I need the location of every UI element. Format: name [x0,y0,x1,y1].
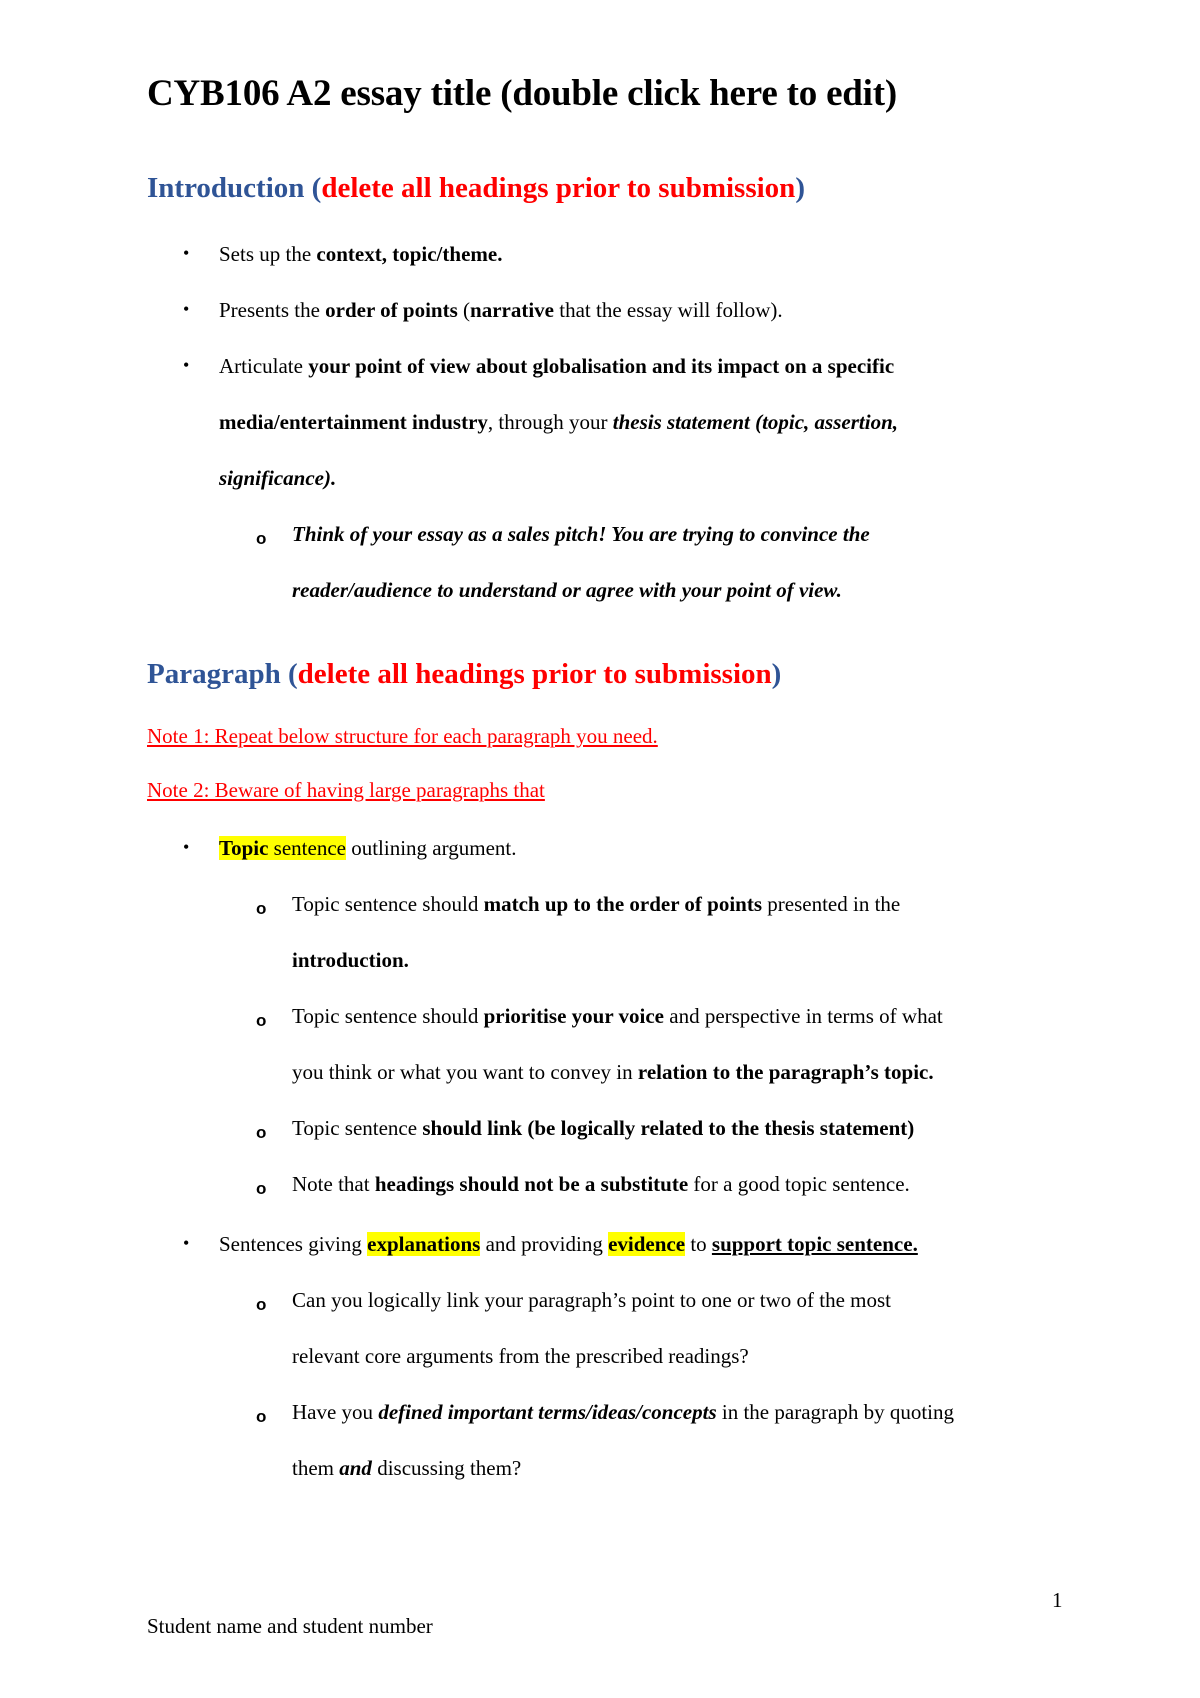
intro-bullet-point-of-view-line2 [219,412,898,433]
intro-bullet-point-of-view-line1 [219,356,894,377]
para-bullet-explanations-evidence [219,1234,918,1255]
bullet-glyph: • [183,355,190,375]
paragraph-label: Paragraph [147,658,281,690]
text-run: that the essay will follow). [554,298,783,322]
text-run: Articulate [219,354,309,378]
sub-bullet-match-order-line1 [292,894,900,915]
sub-bullet-link-core-arguments-line1: Can you logically link your paragraph’s point to one or two of the most [292,1288,891,1312]
intro-sub-bullet-sales-pitch-line2 [292,580,842,601]
text-run: discussing them? [371,1456,522,1480]
bold-text-run: should link (be logically related to the thesis statement) [422,1116,915,1140]
bullet-glyph: • [183,243,190,263]
text-run: in the paragraph by quoting [716,1400,954,1424]
bold-italic-text-run: reader/audience to understand or agree with your point of view. [292,578,842,602]
bold-italic-text-run: defined important terms/ideas/concepts [378,1400,717,1424]
text-run: , through your [487,410,613,434]
sub-bullet-defined-terms-line1 [292,1402,954,1423]
text-run: for a good topic sentence. [688,1172,910,1196]
text-run: Sentences giving [219,1232,368,1256]
introduction-paren-close: ) [795,172,805,204]
bold-italic-text-run: thesis statement (topic, assertion, [612,410,898,434]
text-run: Note that [292,1172,375,1196]
sub-bullet-defined-terms-line2 [292,1458,521,1479]
sub-bullet-glyph: o [256,899,267,918]
text-run: to [685,1232,712,1256]
footer-student-name[interactable]: Student name and student number [147,1614,433,1638]
bullet-glyph: • [183,837,190,857]
bold-text-run: media/entertainment industry [219,410,488,434]
sub-bullet-should-link [292,1118,914,1139]
introduction-heading [147,172,805,205]
bold-text-run: match up to the order of points [483,892,763,916]
note-1: Note 1: Repeat below structure for each paragraph you need. [147,724,658,748]
bold-text-run: prioritise your voice [483,1004,664,1028]
text-run: Topic sentence [292,1116,423,1140]
intro-bullet-order-of-points [219,300,783,321]
introduction-paren-open: ( [304,172,322,204]
page-number: 1 [1052,1588,1063,1612]
paragraph-heading-note: delete all headings prior to submission [297,658,772,690]
bullet-glyph: • [183,1233,190,1253]
sub-bullet-glyph: o [256,1407,267,1426]
bold-text-run: your point of view about globalisation and its impact on a specific [308,354,895,378]
bold-italic-text-run: and [339,1456,372,1480]
bold-text-run: order of points [325,298,458,322]
bold-italic-text-run: significance). [219,466,337,490]
highlighted-bold-text-run: explanations [367,1232,481,1256]
highlighted-bold-text-run: evidence [608,1232,686,1256]
bold-text-run: context, topic/theme. [316,242,503,266]
text-run: Topic sentence should [292,1004,484,1028]
text-run: outlining argument. [345,836,517,860]
bold-text-run: introduction. [292,948,409,972]
sub-bullet-headings-not-substitute [292,1174,910,1195]
sub-bullet-match-order-line2 [292,950,409,971]
paragraph-heading [147,658,781,691]
note-2: Note 2: Beware of having large paragraphs that [147,778,545,802]
paragraph-paren-open: ( [280,658,298,690]
sub-bullet-glyph: o [256,1123,267,1142]
sub-bullet-glyph: o [256,1295,267,1314]
bold-italic-text-run: Think of your essay as a sales pitch! You are trying to convince the [292,522,870,546]
intro-bullet-point-of-view-line3 [219,468,336,489]
sub-bullet-glyph: o [256,1011,267,1030]
sub-bullet-prioritise-voice-line2 [292,1062,934,1083]
bullet-glyph: • [183,299,190,319]
sub-bullet-link-core-arguments-line2: relevant core arguments from the prescribed readings? [292,1344,749,1368]
sub-bullet-glyph: o [256,1179,267,1198]
text-run: presented in the [762,892,901,916]
text-run: Sets up the [219,242,317,266]
intro-bullet-context [219,244,502,265]
paragraph-paren-close: ) [771,658,782,690]
introduction-heading-note: delete all headings prior to submission [321,172,796,204]
para-bullet-topic-sentence [219,838,516,859]
introduction-label: Introduction [147,172,305,204]
sub-bullet-glyph: o [256,529,267,548]
sub-bullet-prioritise-voice-line1 [292,1006,943,1027]
essay-title[interactable]: CYB106 A2 essay title (double click here to edit) [147,73,898,114]
text-run: and providing [480,1232,609,1256]
intro-sub-bullet-sales-pitch-line1 [292,524,870,545]
text-run: and perspective in terms of what [664,1004,943,1028]
highlighted-text-run: sentence [268,836,346,860]
text-run: you think or what you want to convey in [292,1060,638,1084]
bold-text-run: narrative [470,298,555,322]
text-run: them [292,1456,340,1480]
underlined-bold-text-run: support topic sentence. [711,1232,918,1256]
text-run: Topic sentence should [292,892,484,916]
text-run: Presents the [219,298,326,322]
bold-text-run: relation to the paragraph’s topic. [637,1060,934,1084]
text-run: Have you [292,1400,379,1424]
bold-text-run: headings should not be a substitute [374,1172,689,1196]
highlighted-bold-text-run: Topic [219,836,269,860]
text-run: ( [457,298,471,322]
